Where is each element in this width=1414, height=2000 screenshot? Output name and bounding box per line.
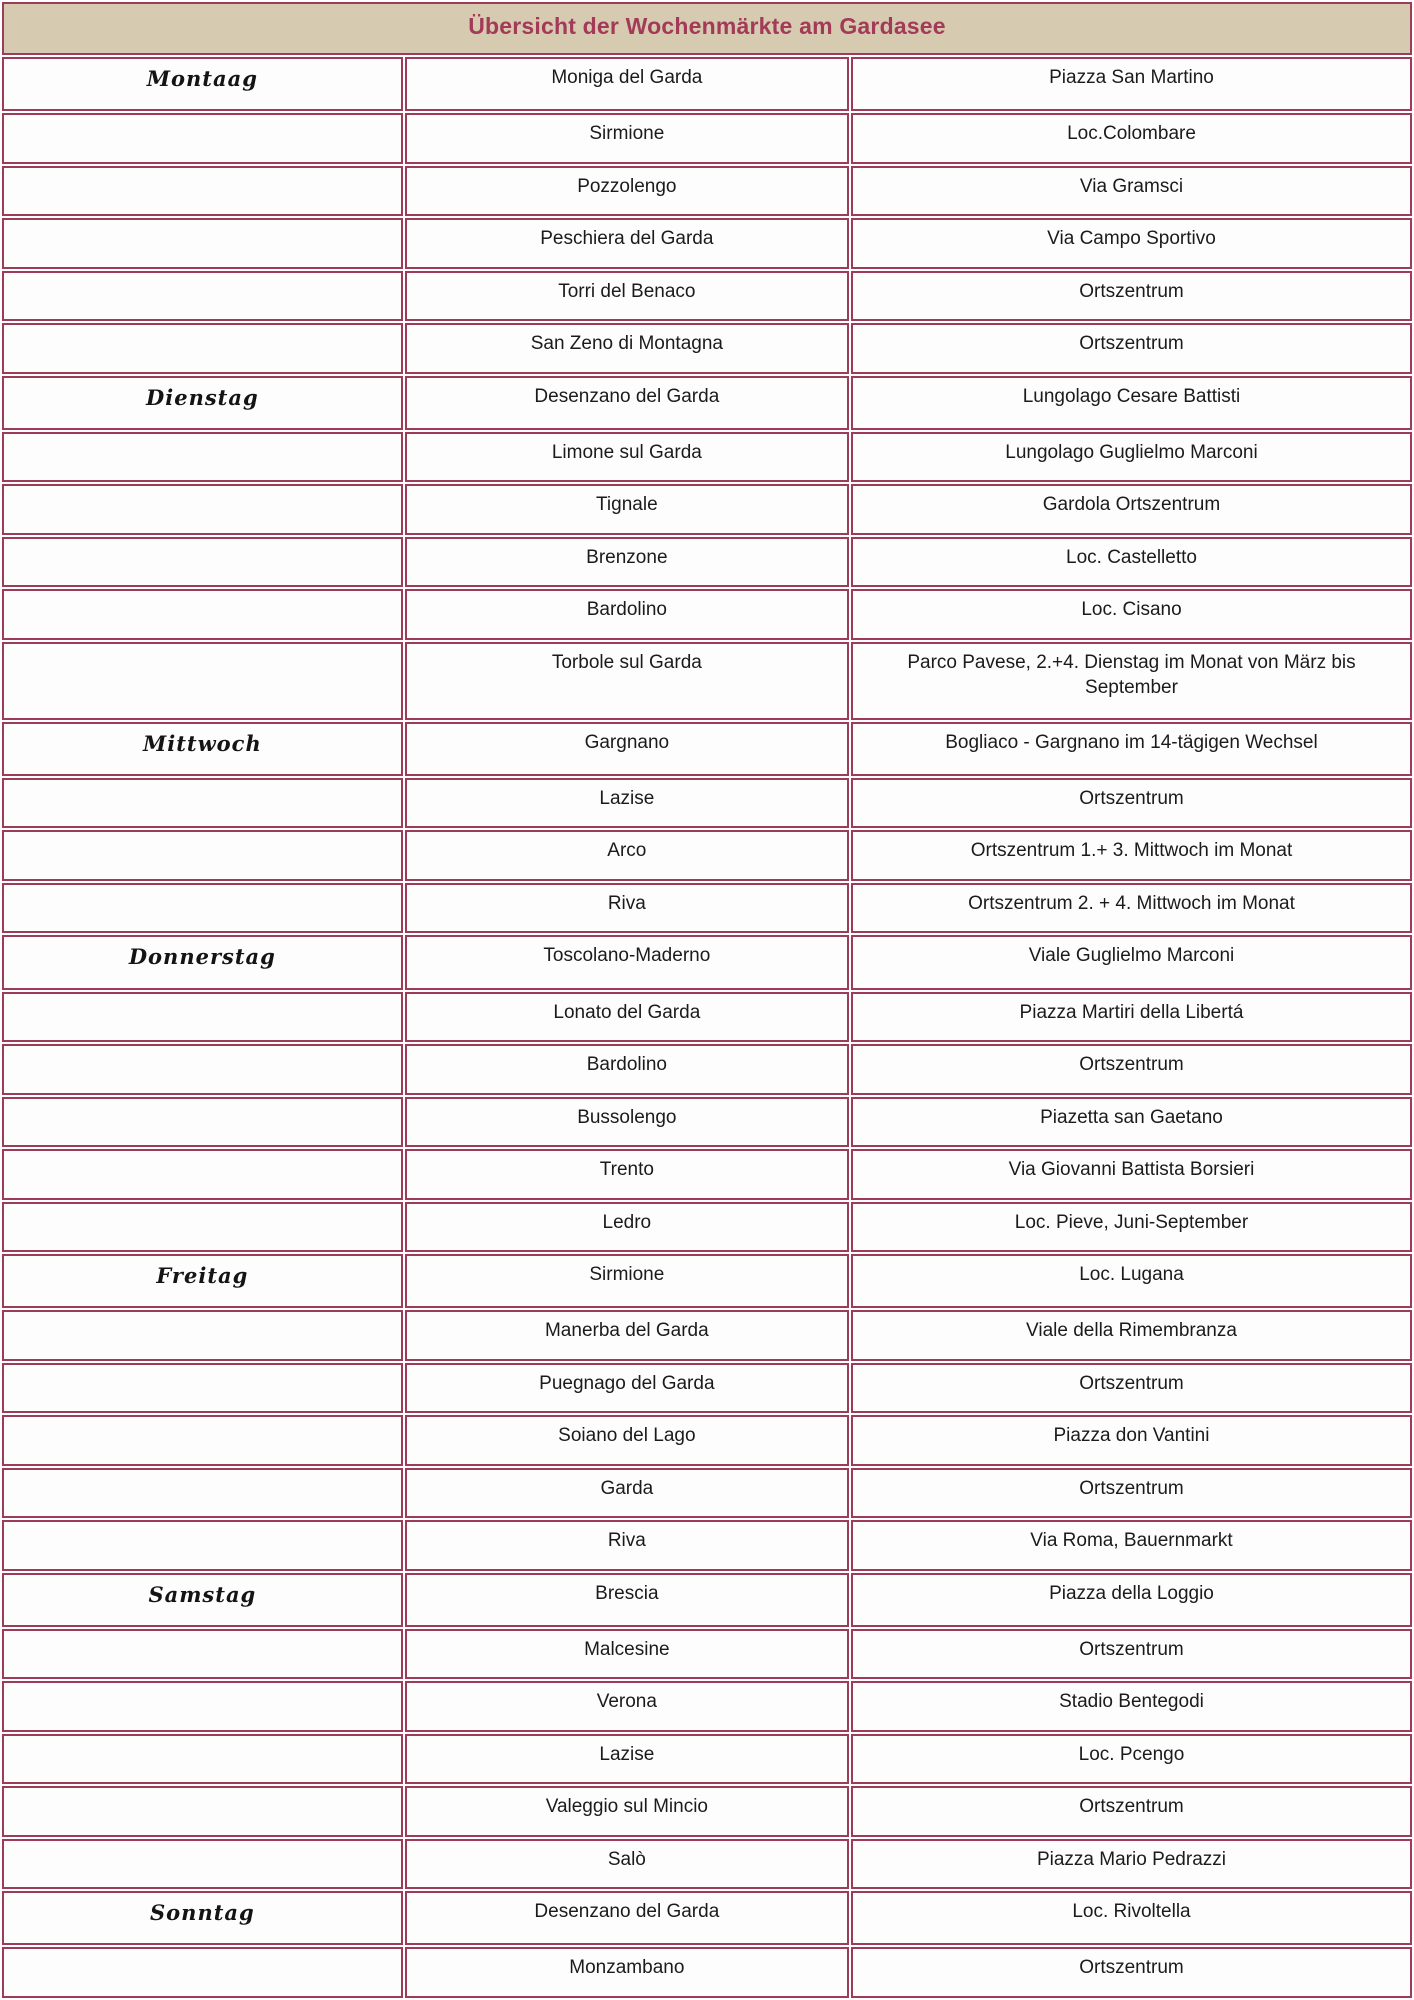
- location-cell: Lungolago Guglielmo Marconi: [851, 432, 1412, 483]
- table-row: [2, 1681, 1412, 1732]
- day-cell: [2, 1786, 403, 1837]
- table-row: [2, 1254, 1412, 1308]
- table-row: [2, 57, 1412, 111]
- location-cell: Loc. Pcengo: [851, 1734, 1412, 1785]
- table-row: [2, 1149, 1412, 1200]
- table-row: [2, 376, 1412, 430]
- location-cell: Piazetta san Gaetano: [851, 1097, 1412, 1148]
- table-row: [2, 1573, 1412, 1627]
- table-row: [2, 1891, 1412, 1945]
- day-cell: [2, 1310, 403, 1361]
- town-cell: Desenzano del Garda: [405, 1891, 849, 1945]
- town-cell: Salò: [405, 1839, 849, 1890]
- table-row: [2, 1839, 1412, 1890]
- table-row: [2, 1310, 1412, 1361]
- location-cell: Lungolago Cesare Battisti: [851, 376, 1412, 430]
- day-cell: [2, 883, 403, 934]
- town-cell: Riva: [405, 883, 849, 934]
- table-row: [2, 778, 1412, 829]
- town-cell: San Zeno di Montagna: [405, 323, 849, 374]
- day-cell: [2, 1839, 403, 1890]
- table-row: [2, 1044, 1412, 1095]
- table-row: [2, 1947, 1412, 1998]
- location-cell: Loc.Colombare: [851, 113, 1412, 164]
- location-cell: Bogliaco - Gargnano im 14-tägigen Wechsel: [851, 722, 1412, 776]
- location-cell: Stadio Bentegodi: [851, 1681, 1412, 1732]
- table-row: [2, 642, 1412, 720]
- location-cell: Loc. Castelletto: [851, 537, 1412, 588]
- table-row: [2, 830, 1412, 881]
- day-cell: [2, 1468, 403, 1519]
- town-cell: Sirmione: [405, 1254, 849, 1308]
- day-cell: [2, 642, 403, 720]
- table-row: [2, 271, 1412, 322]
- location-cell: Parco Pavese, 2.+4. Dienstag im Monat von März bis September: [851, 642, 1412, 720]
- location-cell: Loc. Cisano: [851, 589, 1412, 640]
- table-row: [2, 484, 1412, 535]
- town-cell: Manerba del Garda: [405, 1310, 849, 1361]
- day-cell: [2, 218, 403, 269]
- location-cell: Ortszentrum: [851, 323, 1412, 374]
- town-cell: Desenzano del Garda: [405, 376, 849, 430]
- day-cell: [2, 1520, 403, 1571]
- title-row: [2, 2, 1412, 55]
- town-cell: Garda: [405, 1468, 849, 1519]
- town-cell: Toscolano-Maderno: [405, 935, 849, 989]
- town-cell: Bardolino: [405, 1044, 849, 1095]
- location-cell: Piazza San Martino: [851, 57, 1412, 111]
- table-row: [2, 992, 1412, 1043]
- location-cell: Ortszentrum: [851, 1629, 1412, 1680]
- town-cell: Riva: [405, 1520, 849, 1571]
- location-cell: Viale Guglielmo Marconi: [851, 935, 1412, 989]
- table-row: [2, 1363, 1412, 1414]
- table-row: [2, 166, 1412, 217]
- location-cell: Via Campo Sportivo: [851, 218, 1412, 269]
- day-cell: [2, 537, 403, 588]
- day-cell: [2, 1149, 403, 1200]
- town-cell: Ledro: [405, 1202, 849, 1253]
- table-row: [2, 537, 1412, 588]
- town-cell: Lazise: [405, 1734, 849, 1785]
- day-cell: [2, 484, 403, 535]
- location-cell: Gardola Ortszentrum: [851, 484, 1412, 535]
- location-cell: Via Gramsci: [851, 166, 1412, 217]
- day-cell: [2, 589, 403, 640]
- day-cell: [2, 1947, 403, 1998]
- town-cell: Puegnago del Garda: [405, 1363, 849, 1414]
- table-body: [2, 57, 1412, 1998]
- day-cell: Sonntag: [2, 1891, 403, 1945]
- table-row: [2, 218, 1412, 269]
- location-cell: Ortszentrum: [851, 778, 1412, 829]
- day-cell: [2, 1629, 403, 1680]
- table-row: [2, 1629, 1412, 1680]
- town-cell: Bardolino: [405, 589, 849, 640]
- day-cell: [2, 1202, 403, 1253]
- town-cell: Peschiera del Garda: [405, 218, 849, 269]
- day-cell: [2, 1363, 403, 1414]
- location-cell: Ortszentrum 2. + 4. Mittwoch im Monat: [851, 883, 1412, 934]
- table-row: [2, 1202, 1412, 1253]
- table-row: [2, 1468, 1412, 1519]
- town-cell: Verona: [405, 1681, 849, 1732]
- location-cell: Ortszentrum: [851, 1786, 1412, 1837]
- location-cell: Via Roma, Bauernmarkt: [851, 1520, 1412, 1571]
- day-cell: [2, 992, 403, 1043]
- day-cell: [2, 113, 403, 164]
- table-row: [2, 883, 1412, 934]
- day-cell: Samstag: [2, 1573, 403, 1627]
- location-cell: Ortszentrum: [851, 1947, 1412, 1998]
- town-cell: Malcesine: [405, 1629, 849, 1680]
- location-cell: Loc. Lugana: [851, 1254, 1412, 1308]
- town-cell: Monzambano: [405, 1947, 849, 1998]
- table-row: [2, 935, 1412, 989]
- town-cell: Arco: [405, 830, 849, 881]
- location-cell: Loc. Pieve, Juni-September: [851, 1202, 1412, 1253]
- day-cell: [2, 432, 403, 483]
- town-cell: Tignale: [405, 484, 849, 535]
- day-cell: Mittwoch: [2, 722, 403, 776]
- town-cell: Bussolengo: [405, 1097, 849, 1148]
- day-cell: [2, 271, 403, 322]
- town-cell: Valeggio sul Mincio: [405, 1786, 849, 1837]
- town-cell: Soiano del Lago: [405, 1415, 849, 1466]
- town-cell: Gargnano: [405, 722, 849, 776]
- town-cell: Torbole sul Garda: [405, 642, 849, 720]
- location-cell: Piazza Martiri della Libertá: [851, 992, 1412, 1043]
- town-cell: Pozzolengo: [405, 166, 849, 217]
- day-cell: Freitag: [2, 1254, 403, 1308]
- day-cell: [2, 830, 403, 881]
- location-cell: Ortszentrum: [851, 1468, 1412, 1519]
- town-cell: Moniga del Garda: [405, 57, 849, 111]
- day-cell: Dienstag: [2, 376, 403, 430]
- location-cell: Piazza della Loggio: [851, 1573, 1412, 1627]
- town-cell: Brenzone: [405, 537, 849, 588]
- location-cell: Viale della Rimembranza: [851, 1310, 1412, 1361]
- location-cell: Ortszentrum: [851, 271, 1412, 322]
- day-cell: [2, 1681, 403, 1732]
- table-row: [2, 1734, 1412, 1785]
- town-cell: Limone sul Garda: [405, 432, 849, 483]
- table-row: [2, 113, 1412, 164]
- day-cell: Donnerstag: [2, 935, 403, 989]
- town-cell: Lonato del Garda: [405, 992, 849, 1043]
- day-cell: [2, 1097, 403, 1148]
- table-row: [2, 589, 1412, 640]
- location-cell: Ortszentrum 1.+ 3. Mittwoch im Monat: [851, 830, 1412, 881]
- table-row: [2, 323, 1412, 374]
- location-cell: Piazza don Vantini: [851, 1415, 1412, 1466]
- day-cell: Montaag: [2, 57, 403, 111]
- table-row: [2, 1786, 1412, 1837]
- table-row: [2, 432, 1412, 483]
- location-cell: Piazza Mario Pedrazzi: [851, 1839, 1412, 1890]
- table-row: [2, 1097, 1412, 1148]
- day-cell: [2, 323, 403, 374]
- town-cell: Lazise: [405, 778, 849, 829]
- location-cell: Loc. Rivoltella: [851, 1891, 1412, 1945]
- day-cell: [2, 1415, 403, 1466]
- day-cell: [2, 778, 403, 829]
- day-cell: [2, 166, 403, 217]
- location-cell: Ortszentrum: [851, 1044, 1412, 1095]
- location-cell: Ortszentrum: [851, 1363, 1412, 1414]
- table-row: [2, 1415, 1412, 1466]
- town-cell: Brescia: [405, 1573, 849, 1627]
- town-cell: Torri del Benaco: [405, 271, 849, 322]
- town-cell: Sirmione: [405, 113, 849, 164]
- day-cell: [2, 1044, 403, 1095]
- table-row: [2, 722, 1412, 776]
- town-cell: Trento: [405, 1149, 849, 1200]
- day-cell: [2, 1734, 403, 1785]
- page-title: Übersicht der Wochenmärkte am Gardasee: [2, 2, 1412, 55]
- location-cell: Via Giovanni Battista Borsieri: [851, 1149, 1412, 1200]
- table-row: [2, 1520, 1412, 1571]
